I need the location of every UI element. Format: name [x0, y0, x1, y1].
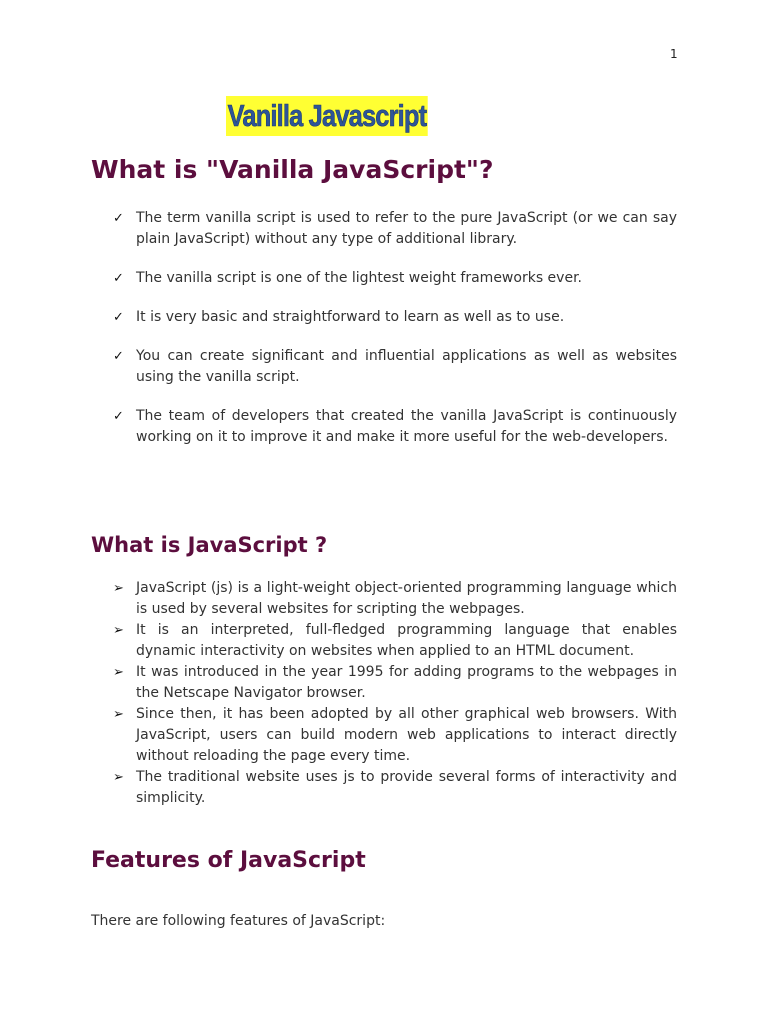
list-item-text: JavaScript (js) is a light-weight object-oriented programming language which is used by several websites for scripting the webpages. — [136, 580, 677, 617]
section-heading-features: Features of JavaScript — [91, 848, 366, 873]
list-item-text: The term vanilla script is used to refer to the pure JavaScript (or we can say plain JavaScript) without any type of additional library. — [136, 210, 677, 247]
checkmark-icon: ✓ — [113, 310, 124, 325]
list-item-text: Since then, it has been adopted by all other graphical web browsers. With JavaScript, users can build modern web applications to interact directly without reloading the page every time. — [136, 706, 677, 764]
arrowhead-icon: ➢ — [113, 581, 124, 596]
list-item — [113, 620, 677, 662]
list-item-text: It is very basic and straightforward to learn as well as to use. — [136, 309, 565, 325]
arrowhead-icon: ➢ — [113, 770, 124, 785]
list-item — [113, 208, 677, 250]
list-item — [113, 578, 677, 620]
list-item-text: It is an interpreted, full-fledged programming language that enables dynamic interactivity on websites when applied to an HTML document. — [136, 622, 677, 659]
arrowhead-icon: ➢ — [113, 665, 124, 680]
arrowhead-icon: ➢ — [113, 707, 124, 722]
page-number: 1 — [670, 47, 678, 61]
checkmark-icon: ✓ — [113, 211, 124, 226]
checklist-vanilla-javascript — [113, 208, 677, 466]
list-item-text: The vanilla script is one of the lightest weight frameworks ever. — [136, 270, 582, 286]
list-item-text: The team of developers that created the vanilla JavaScript is continuously working on it to improve it and make it more useful for the web-developers. — [136, 408, 677, 445]
list-item — [113, 406, 677, 448]
section-heading-vanilla-javascript: What is "Vanilla JavaScript"? — [91, 155, 494, 184]
checkmark-icon: ✓ — [113, 271, 124, 286]
list-item — [113, 662, 677, 704]
arrow-list-javascript — [113, 578, 677, 809]
checkmark-icon: ✓ — [113, 349, 124, 364]
list-item — [113, 346, 677, 388]
checkmark-icon: ✓ — [113, 409, 124, 424]
list-item-text: You can create significant and influential applications as well as websites using the vanilla script. — [136, 348, 677, 385]
document-title: Vanilla Javascript — [226, 96, 428, 136]
list-item — [113, 704, 677, 767]
arrowhead-icon: ➢ — [113, 623, 124, 638]
list-item — [113, 767, 677, 809]
list-item-text: The traditional website uses js to provide several forms of interactivity and simplicity. — [136, 769, 677, 806]
section-heading-what-is-javascript: What is JavaScript ? — [91, 533, 328, 557]
features-intro: There are following features of JavaScript: — [91, 913, 386, 929]
list-item — [113, 307, 677, 328]
list-item-text: It was introduced in the year 1995 for adding programs to the webpages in the Netscape Navigator browser. — [136, 664, 677, 701]
list-item — [113, 268, 677, 289]
